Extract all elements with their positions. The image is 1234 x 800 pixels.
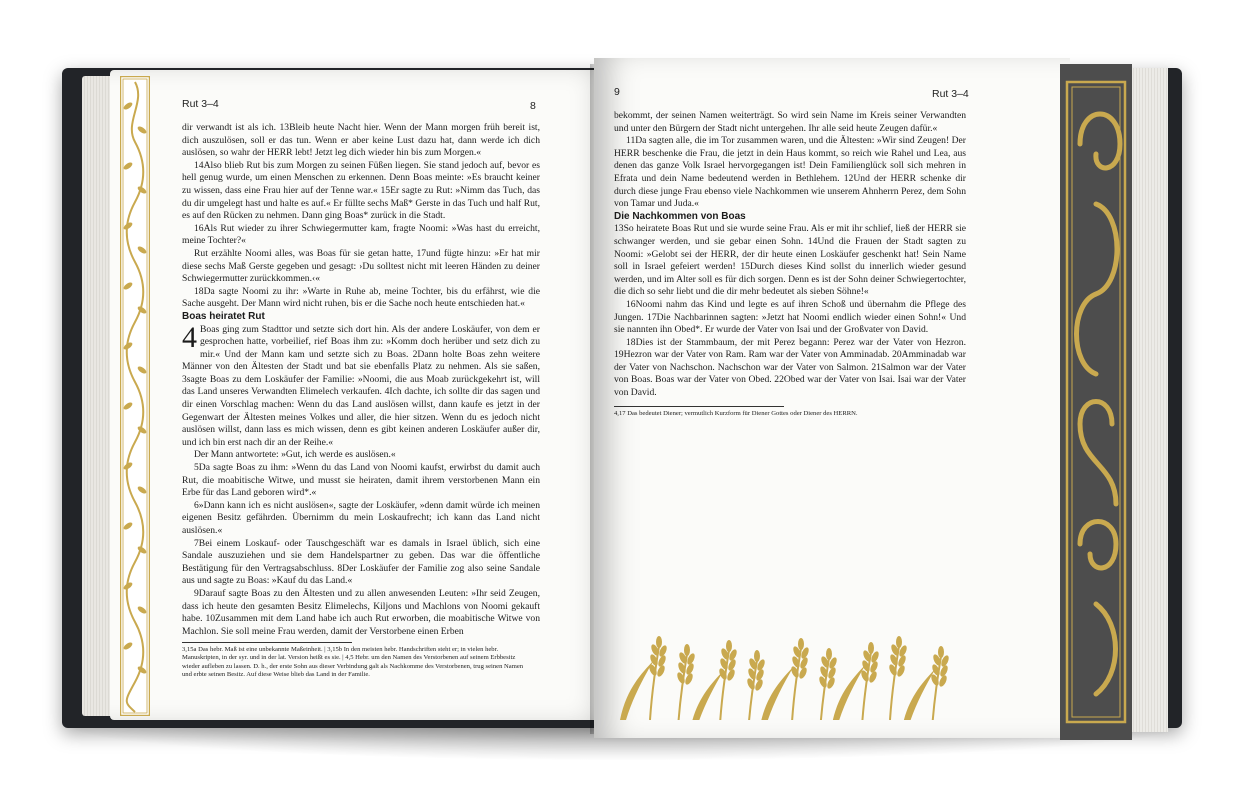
paragraph: 16Als Rut wieder zu ihrer Schwiegermutter kam, fragte Noomi: »Was hast du erreicht, meine Tochter?«	[182, 222, 540, 247]
left-footnotes	[182, 636, 532, 680]
running-head-right: Rut 3–4	[932, 88, 969, 100]
wheat-icon	[620, 620, 970, 720]
paragraph: 6»Dann kann ich es nicht auslösen«, sagte der Loskäufer, »denn damit würde ich meinen eigenen Besitz gefährden. Übernimm du mein Loskaufrecht; ich kann das Land nicht auslösen.«	[182, 499, 540, 536]
right-page-text	[614, 110, 966, 418]
left-page-text	[182, 122, 540, 638]
page-edges-right	[1128, 68, 1168, 732]
chapter-paragraph	[182, 320, 540, 450]
paragraph: 11Da sagten alle, die im Tor zusammen waren, und die Ältesten: »Wir sind Zeugen! Der HERR beschenke die Frau, die jetzt in dein Haus kommt, so reich wie Rahel und Lea, aus denen das ganze Volk Israel hervorgegangen ist! Dein Familienglück soll sich mehren in Efrata und dein Name bedeutend werden in Bethlehem. 12Und der HERR schenke dir durch diese junge Frau ebenso viele Nachkommen wie unserem Ahnherrn Perez, dem Sohn von Tamar und Juda.«	[614, 135, 966, 210]
drop-cap: 4	[182, 320, 197, 354]
paragraph: 9Darauf sagte Boas zu den Ältesten und zu allen anwesenden Leuten: »Ihr seid Zeugen, dass ich heute den gesamten Besitz Elimelechs, Kiljons und Machlons von Noomi gekauft habe. 10Zusammen mit dem Land habe ich auch Rut erworben, die moabitische Witwe von Machlon. Sie soll meine Frau werden, damit der Verstorbene einen Erben	[182, 587, 540, 637]
paragraph: dir verwandt ist als ich. 13Bleib heute Nacht hier. Wenn der Mann morgen früh bereit ist, dich auszulösen, soll er das tun. Wenn er aber keine Lust dazu hat, dann werde ich dich auslösen, so wahr der HERR lebt! Jetzt leg dich wieder hin bis zum Morgen.«	[182, 122, 540, 159]
cover-flap-ornament	[1060, 64, 1132, 740]
vine-ornament-icon	[120, 76, 150, 716]
footnote-rule	[182, 642, 352, 643]
paragraph: 16Noomi nahm das Kind und legte es auf ihren Schoß und übernahm die Pflege des Jungen. 17Die Nachbarinnen sagten: »Jetzt hat Noomi endlich wieder einen Sohn!« Und sie nannten ihn Obed*. Er wurde der Vater von Isai und der Großvater von David.	[614, 298, 966, 336]
paragraph: 18Da sagte Noomi zu ihr: »Warte in Ruhe ab, meine Tochter, bis du erfährst, wie die Sache ausgeht. Der Mann wird nicht ruhen, bis er die Sache noch heute entschieden hat.«	[182, 285, 540, 310]
paragraph: Rut erzählte Noomi alles, was Boas für sie getan hatte, 17und fügte hinzu: »Er hat mir diese sechs Maß Gerste gegeben und gesagt: ›Du solltest nicht mit leeren Händen zu deiner Schwiegermutter zurückkommen.‹«	[182, 247, 540, 285]
paragraph: 5Da sagte Boas zu ihm: »Wenn du das Land von Noomi kaufst, erwirbst du damit auch Rut, die moabitische Witwe, und musst sie heiraten, damit ihrem verstorbenen Mann ein Erbe für das Land geboren wird*.«	[182, 462, 540, 499]
paragraph: Der Mann antwortete: »Gut, ich werde es auslösen.«	[194, 449, 396, 461]
section-heading: Boas heiratet Rut	[182, 310, 265, 322]
footnote: 3,15a Das hebr. Maß ist eine unbekannte Maßeinheit. | 3,15b In den meisten hebr. Handschriften steht er; in vielen hebr. Manuskripten, in der syr. und in der lat. Version heißt es sie. | 4,5 Hebr. um den Namen des Verstorbenen auf seinem Erbbesitz wieder aufleben zu lassen. D. h., der erste Sohn aus dieser Verbindung galt als Nachkomme des Verstorbenen, trug seinen Namen und erbte seinen Besitz. Auf diese Weise blieb das Land in der Familie.	[182, 646, 524, 679]
left-page	[110, 70, 616, 720]
scroll-ornament-icon	[1060, 64, 1132, 740]
paragraph: 13So heiratete Boas Rut und sie wurde seine Frau. Als er mit ihr schlief, ließ der HERR sie schwanger werden, und sie gebar einen Sohn. 14Und die Frauen der Stadt sagten zu Noomi: »Gelobt sei der HERR, der dir heute einen Loskäufer geschenkt hat! Sein Name soll in Israel gefeiert werden! 15Durch dieses Kind sollst du innerlich wieder gesund werden, und im Alter soll es für dich sorgen. Denn es ist der Sohn deiner Schwiegertochter, die dich so sehr liebt und die dir mehr bedeutet als sieben Söhne!«	[614, 223, 966, 298]
paragraph: 14Also blieb Rut bis zum Morgen zu seinen Füßen liegen. Sie stand jedoch auf, bevor es hell genug wurde, um einen Menschen zu erkennen. Denn Boas meinte: »Es braucht keiner zu wissen, dass eine Frau hier auf der Tenne war.« 15Er sagte zu Rut: »Nimm das Tuch, das du dir umgelegt hast und halte es auf.« Er füllte sechs Maß* Gerste in das Tuch und half Rut, es auf den Rücken zu nehmen. Dann ging Boas* zurück in die Stadt.	[182, 159, 540, 222]
ornamental-border	[120, 76, 150, 716]
section-heading: Die Nachkommen von Boas	[614, 210, 746, 222]
paragraph: bekommt, der seinen Namen weiterträgt. So wird sein Name im Kreis seiner Verwandten und unter den Bürgern der Stadt nicht untergehen. Ihr alle seid heute Zeugen dafür.«	[614, 110, 966, 134]
page-number-left: 8	[530, 100, 536, 112]
chapter-text: Boas ging zum Stadttor und setzte sich dort hin. Als der andere Loskäufer, von dem er gesprochen hatte, vorbeilief, rief Boas ihm zu: »Komm doch herüber und setz dich zu mir.« Und der Mann kam und setzte sich zu Boas. 2Dann holte Boas zehn weitere Männer von den Ältesten der Stadt und bat sie ebenfalls Platz zu nehmen. Als sie saßen, 3sagte Boas zu dem Loskäufer der Familie: »Noomi, die aus Moab zurückgekehrt ist, will das Land unseres Verwandten Elimelech verkaufen. 4Ich dachte, ich sollte dir das sagen und dir einen Vorschlag machen: Wenn du das Land auslösen willst, dann kaufe es jetzt in der Gegenwart der Ältesten meines Volkes und aller, die hier sitzen. Wenn du es jedoch nicht auslösen willst, dann lass es mich wissen, denn es gibt keinen anderen Loskäufer außer dir, und ich bin erst nach dir an der Reihe.«	[182, 323, 540, 448]
footnote-rule	[614, 406, 784, 407]
wheat-illustration	[620, 620, 970, 725]
page-number-right: 9	[614, 86, 620, 98]
paragraph: 18Dies ist der Stammbaum, der mit Perez begann: Perez war der Vater von Hezron. 19Hezron war der Vater von Ram. Ram war der Vater von Amminadab. 20Amminadab war der Vater von Nachschon. Nachschon war der Vater von Salmon. 21Salmon war der Vater von Boas. Boas war der Vater von Obed. 22Obed war der Vater von Isai. Isai war der Vater von David.	[614, 336, 966, 399]
paragraph: 7Bei einem Loskauf- oder Tauschgeschäft war es damals in Israel üblich, sich eine Sandale auszuziehen und sie dem Handelspartner zu geben. Das war die öffentliche Bestätigung für den Vertragsabschluss. 8Der Loskäufer der Familie zog also seine Sandale aus und sagte zu Boas: »Kauf du das Land.«	[182, 537, 540, 587]
footnote: 4,17 Das bedeutet Diener; vermutlich Kurzform für Diener Gottes oder Diener des HERRN.	[614, 409, 858, 417]
running-head-left: Rut 3–4	[182, 98, 219, 110]
